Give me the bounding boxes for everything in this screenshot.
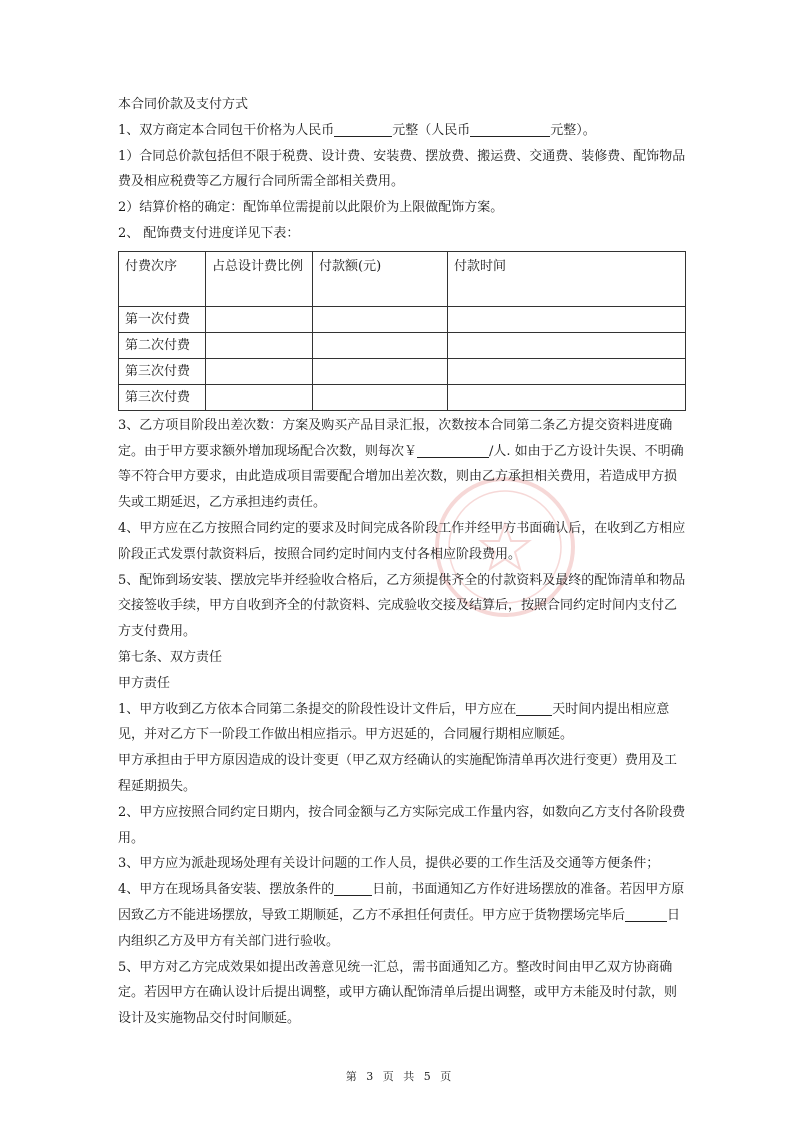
table-cell-empty[interactable] <box>206 332 313 358</box>
table-cell-empty[interactable] <box>206 358 313 384</box>
duty-heading: 第七条、双方责任 <box>118 649 223 665</box>
table-row <box>119 358 686 384</box>
table-cell-empty[interactable] <box>313 384 448 410</box>
table-header-cell: 付款时间 <box>448 251 686 306</box>
table-cell-empty[interactable] <box>313 306 448 332</box>
duty-clause-3: 3、甲方应为派赴现场处理有关设计问题的工作人员，提供必要的工作生活及交通等方便条件； <box>118 856 660 872</box>
party-a-subheading: 甲方责任 <box>118 675 171 691</box>
table-cell-order: 第三次付费 <box>119 384 206 410</box>
payment-clause-5: 5、配饰到场安装、摆放完毕并经验收合格后，乙方须提供齐全的付款资料及最终的配饰清单和物品交接签收手续，甲方自收到齐全的付款资料、完成验收交接及结算后，按照合同约定时间内支付乙方支付费用。 <box>118 572 686 640</box>
days-blank[interactable] <box>516 699 552 716</box>
notice-days-blank[interactable] <box>334 879 372 896</box>
contract-body <box>118 92 688 1032</box>
table-header-row <box>119 251 686 306</box>
duty-clause-2: 2、甲方应按照合同约定日期内，按合同金额与乙方实际完成工作量内容，如数向乙方支付各阶段费用。 <box>118 804 686 846</box>
table-cell-empty[interactable] <box>313 358 448 384</box>
duty-clause-1-extra: 甲方承担由于甲方原因造成的设计变更（甲乙双方经确认的实施配饰清单再次进行变更）费用及工程延期损失。 <box>118 753 678 794</box>
table-cell-empty[interactable] <box>448 332 686 358</box>
duty-clause-5: 5、甲方对乙方完成效果如提出改善意见统一汇总，需书面通知乙方。整改时间由甲乙双方协商确定。若因甲方在确认设计后提出调整，或甲方确认配饰清单后提出调整，或甲方未能及时付款，则设计及实施物品交付时间顺延。 <box>118 959 678 1027</box>
table-row <box>119 306 686 332</box>
table-row <box>119 384 686 410</box>
duty-clause-4: 4、甲方在现场具备安装、摆放条件的 日前，书面通知乙方作好进场摆放的准备。若因甲方原因致乙方不能进场摆放，导致工期顺延，乙方不承担任何责任。甲方应于货物摆场完毕后 日内组织乙方及甲方有关部门进行验收。 <box>118 877 688 954</box>
table-cell-empty[interactable] <box>313 332 448 358</box>
table-header-cell: 占总设计费比例 <box>206 251 313 306</box>
table-cell-empty[interactable] <box>448 306 686 332</box>
table-cell-empty[interactable] <box>448 384 686 410</box>
payment-clause-3: 3、乙方项目阶段出差次数：方案及购买产品目录汇报，次数按本合同第二条乙方提交资料进度确定。由于甲方要求额外增加现场配合次数，则每次￥ /人. 如由于乙方设计失误、不明确等不符合甲方要求，由此造成项目需要配合增加出差次数，则由乙方承担相关费用，若造成甲方损失或工期延迟，乙方承担违约责任。 <box>118 417 684 511</box>
table-cell-order: 第一次付费 <box>119 306 206 332</box>
acceptance-days-blank[interactable] <box>625 905 667 922</box>
table-cell-order: 第二次付费 <box>119 332 206 358</box>
table-cell-empty[interactable] <box>206 384 313 410</box>
payment-heading: 本合同价款及支付方式 <box>118 97 249 112</box>
table-cell-empty[interactable] <box>206 306 313 332</box>
payment-clause-2: 2、 配饰费支付进度详见下表： <box>118 225 300 241</box>
amount-uppercase-blank[interactable] <box>470 120 550 137</box>
table-row <box>119 332 686 358</box>
table-header-cell: 付费次序 <box>119 251 206 306</box>
payment-clause-4: 4、甲方应在乙方按照合同约定的要求及时间完成各阶段工作并经甲方书面确认后，在收到乙方相应阶段正式发票付款资料后，按照合同约定时间内支付各相应阶段费用。 <box>118 520 686 562</box>
page-footer: 第 3 页 共 5 页 <box>345 1070 455 1083</box>
payment-clause-1-1: 1）合同总价款包括但不限于税费、设计费、安装费、摆放费、搬运费、交通费、装修费、配饰物品费及相应税费等乙方履行合同所需全部相关费用。 <box>118 148 686 190</box>
amount-blank[interactable] <box>334 120 392 137</box>
duty-clause-1: 1、甲方收到乙方依本合同第二条提交的阶段性设计文件后，甲方应在 天时间内提出相应意见，并对乙方下一阶段工作做出相应指示。甲方迟延的，合同履行期相应顺延。 <box>118 697 688 749</box>
trip-fee-blank[interactable] <box>417 441 489 458</box>
payment-clause-1-2: 2）结算价格的确定：配饰单位需提前以此限价为上限做配饰方案。 <box>118 200 504 216</box>
table-header-cell: 付款额(元) <box>313 251 448 306</box>
payment-schedule-table <box>118 251 686 411</box>
table-cell-empty[interactable] <box>448 358 686 384</box>
table-cell-order: 第三次付费 <box>119 358 206 384</box>
payment-clause-1: 1、双方商定本合同包干价格为人民币 元整（人民币 元整）。 <box>118 118 688 144</box>
